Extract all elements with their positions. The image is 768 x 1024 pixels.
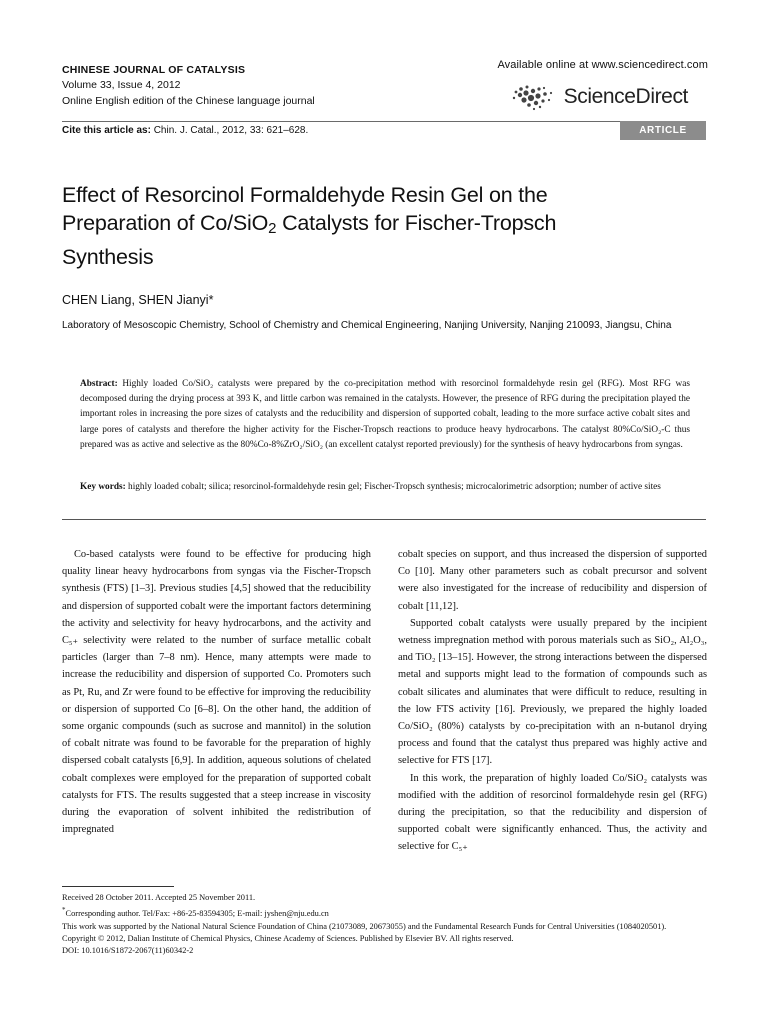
citation-line bbox=[62, 124, 308, 138]
abstract-divider bbox=[62, 519, 706, 520]
abstract-text: Highly loaded Co/SiO₂ catalysts were prepared by the co-precipitation method with resorcinol formaldehyde resin gel (RFG). Most RFG was decomposed during the drying process at 393 K, and little carbon was remained in the catalysts. However, the presence of RFG during the precipitation played the important roles in increasing the pore sizes of catalysts and the reducibility and dispersion of supported cobalt, leading to the more surface active cobalt sites and large pores of catalysts and therefore the higher activity for the Fischer-Tropsch reactions to produce heavy hydrocarbons. The catalyst 80%Co/SiO₂-C thus prepared was as active and selective as the 80%Co-8%ZrO₂/SiO₂ (an excellent catalyst reported previously) for the synthesis of heavy hydrocarbons from syngas. bbox=[80, 379, 690, 450]
header-divider bbox=[62, 121, 706, 122]
journal-name: CHINESE JOURNAL OF CATALYSIS bbox=[62, 64, 246, 76]
abstract-label: Abstract: bbox=[80, 379, 118, 389]
title-line-3: Synthesis bbox=[62, 245, 154, 269]
article-type-badge: ARTICLE bbox=[620, 121, 706, 140]
received-date: Received 28 October 2011. Accepted 25 November 2011. bbox=[62, 893, 256, 902]
paragraph: Co-based catalysts were found to be effective for producing high quality linear heavy hydrocarbons from syngas via the Fischer-Tropsch synthesis (FTS) [1–3]. Previous studies [4,5] showed that the reducibility and dispersion of supported cobalt were the important factors determining the activity and selectivity for heavy hydrocarbons, and the activity and C₅₊ selectivity were related to the number of surface metallic cobalt particles (larger than 7–8 nm). Hence, many attempts were made to increase the reducibility and dispersion of supported Co. Promoters such as Pt, Ru, and Zr were found to be effective for improving the reducibility or dispersion of supported Co [6–8]. On the other hand, the addition of some organic compounds (such as sucrose and mannitol) in the solution of cobalt nitrate was found to be favorable for the preparation of highly dispersed cobalt catalysts [6,9]. In addition, aqueous solutions of chelated cobalt complexes were employed for the preparation of supported cobalt catalysts for FTS. The results suggested that a steep increase in viscosity during the evaporation of solvent inhibited the redistribution of impregnated bbox=[62, 549, 371, 836]
body-column-right bbox=[398, 546, 707, 856]
copyright-note: Copyright © 2012, Dalian Institute of Chemical Physics, Chinese Academy of Sciences. Published by Elsevier BV. All rights reserved. bbox=[62, 934, 514, 944]
abstract bbox=[80, 377, 690, 453]
sciencedirect-dots-icon bbox=[510, 83, 558, 111]
paragraph: In this work, the preparation of highly loaded Co/SiO₂ catalysts was modified with the addition of resorcinol formaldehyde resin gel (RFG) during the precipitation, so that the reducibility and dispersion of supported cobalt were significantly enhanced. Thus, the activity and selective for C₅₊ bbox=[398, 772, 707, 853]
keywords-text: highly loaded cobalt; silica; resorcinol-formaldehyde resin gel; Fischer-Tropsch synthesis; microcalorimetric adsorption; number of active sites bbox=[128, 482, 661, 492]
journal-volume: Volume 33, Issue 4, 2012 bbox=[62, 79, 181, 91]
journal-header bbox=[62, 63, 462, 109]
paragraph: Supported cobalt catalysts were usually prepared by the incipient wetness impregnation method with porous materials such as SiO₂, Al₂O₃, and TiO₂ [13–15]. However, the strong interactions between the dispersed metal and supports might lead to the formation of compounds such as cobalt silicates and aluminates that were difficult to reduce, resulting in the low FTS activity [16]. Previously, we prepared the highly loaded Co/SiO₂ (80%) catalysts by co-precipitation with an n-butanol drying process and found that the catalyst thus prepared was highly active and selective for FTS [17]. bbox=[398, 617, 707, 767]
paragraph: cobalt species on support, and thus increased the dispersion of supported Co [10]. Many other parameters such as cobalt precursor and solvent were also investigated for the increase of reducibility and dispersion of cobalt [11,12]. bbox=[398, 549, 707, 612]
body-column-left bbox=[62, 546, 371, 838]
sciencedirect-wordmark: ScienceDirect bbox=[563, 85, 688, 108]
funding-note: This work was supported by the National Natural Science Foundation of China (21073089, 20673055) and the Fundamental Research Funds for Central Universities (1084020501). bbox=[62, 921, 667, 931]
citation-text: Chin. J. Catal., 2012, 33: 621–628. bbox=[153, 125, 309, 136]
sciencedirect-logo[interactable] bbox=[510, 80, 688, 114]
citation-label: Cite this article as: bbox=[62, 125, 151, 136]
title-line-2: Preparation of Co/SiO$_2$ Catalysts for Fischer-Tropsch bbox=[62, 211, 557, 237]
author-list: CHEN Liang, SHEN Jianyi* bbox=[62, 293, 214, 307]
title-line-1: Effect of Resorcinol Formaldehyde Resin Gel on the bbox=[62, 183, 548, 207]
availability-notice[interactable]: Available online at www.sciencedirect.com bbox=[497, 59, 708, 71]
paper-title bbox=[62, 181, 702, 271]
keywords bbox=[80, 480, 690, 495]
footnotes bbox=[62, 892, 708, 958]
footnote-divider bbox=[62, 886, 174, 887]
keywords-label: Key words: bbox=[80, 482, 126, 492]
doi[interactable]: DOI: 10.1016/S1872-2067(11)60342-2 bbox=[62, 946, 194, 956]
journal-edition: Online English edition of the Chinese language journal bbox=[62, 95, 315, 107]
corresponding-author: *Corresponding author. Tel/Fax: +86-25-83594305; E-mail: jyshen@nju.edu.cn bbox=[62, 906, 329, 919]
affiliation: Laboratory of Mesoscopic Chemistry, School of Chemistry and Chemical Engineering, Nanjing University, Nanjing 210093, Jiangsu, China bbox=[62, 320, 672, 331]
